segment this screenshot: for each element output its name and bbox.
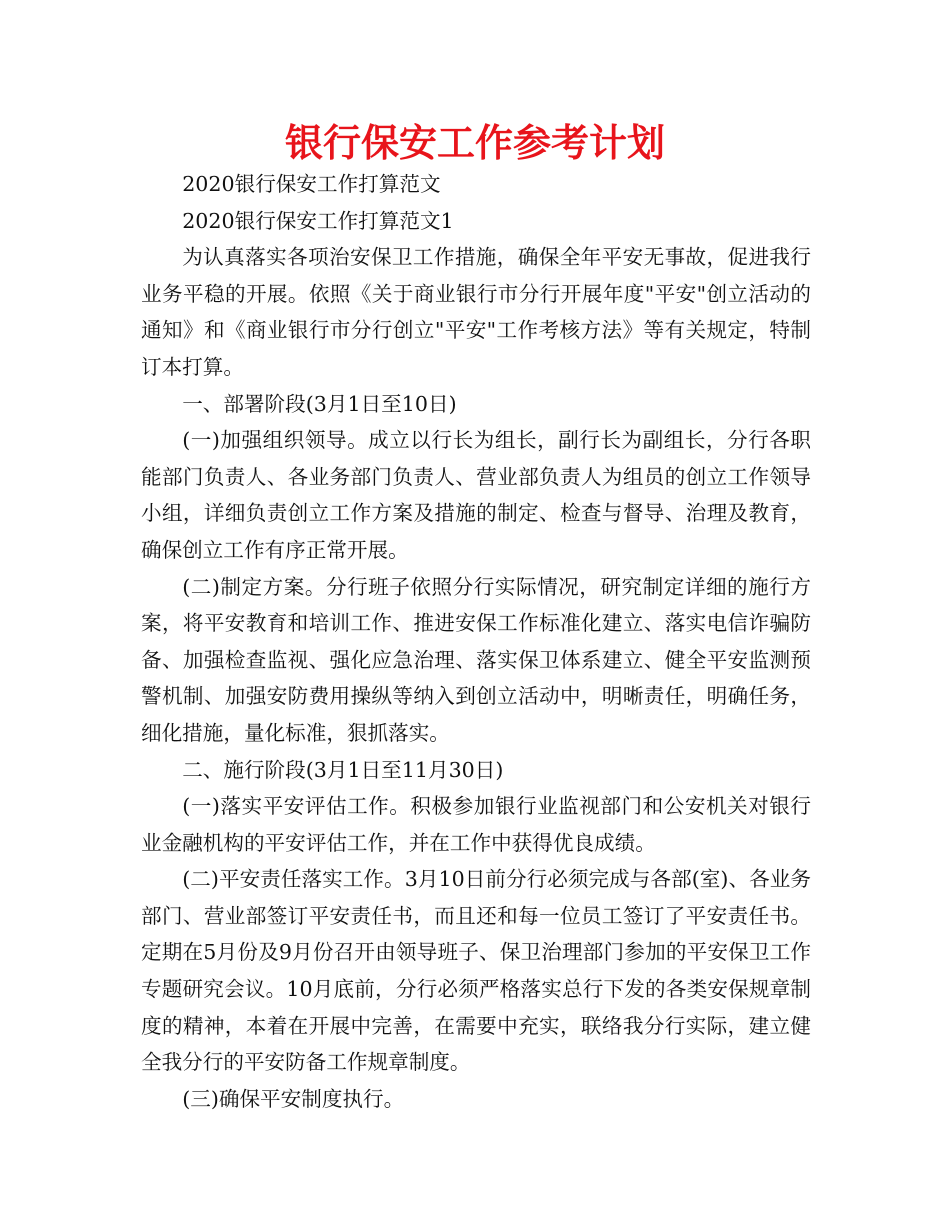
paragraph: (三)确保平安制度执行。 (182, 1086, 405, 1111)
paragraph: 2020银行保安工作打算范文1 (182, 208, 454, 233)
paragraph: (二)平安责任落实工作。3月10日前分行必须完成与各部(室)、各业务部门、营业部签订平安责任书，而且还和每一位员工签订了平安责任书。定期在5月份及9月份召开由领导班子、保卫治理部门参加的平安保卫工作专题研究会议。10月底前，分行必须严格落实总行下发的各类安保规章制度的精神，本着在开展中完善，在需要中充实，联络我分行实际，建立健全我分行的平安防备工作规章制度。 (141, 867, 811, 1075)
paragraph: 2020银行保安工作打算范文 (182, 172, 441, 196)
section-heading: 一、部署阶段(3月1日至10日) (182, 391, 457, 416)
paragraph: (一)加强组织领导。成立以行长为组长，副行长为副组长，分行各职能部门负责人、各业务部门负责人、营业部负责人为组员的创立工作领导小组，详细负责创立工作方案及措施的制定、检查与督导、治理及教育，确保创立工作有序正常开展。 (141, 428, 811, 562)
section-heading: 二、施行阶段(3月1日至11月30日) (182, 757, 504, 782)
paragraph: (二)制定方案。分行班子依照分行实际情况，研究制定详细的施行方案，将平安教育和培训工作、推进安保工作标准化建立、落实电信诈骗防备、加强检查监视、强化应急治理、落实保卫体系建立、健全平安监测预警机制、加强安防费用操纵等纳入到创立活动中，明晰责任，明确任务，细化措施，量化标准，狠抓落实。 (141, 574, 811, 745)
paragraph: 为认真落实各项治安保卫工作措施，确保全年平安无事故，促进我行业务平稳的开展。依照《关于商业银行市分行开展年度"平安"创立活动的通知》和《商业银行市分行创立"平安"工作考核方法》等有关规定，特制订本打算。 (141, 245, 811, 379)
document-title: 银行保安工作参考计划 (284, 121, 665, 165)
document-body (141, 166, 811, 1117)
paragraph: (一)落实平安评估工作。积极参加银行业监视部门和公安机关对银行业金融机构的平安评估工作，并在工作中获得优良成绩。 (141, 794, 811, 855)
